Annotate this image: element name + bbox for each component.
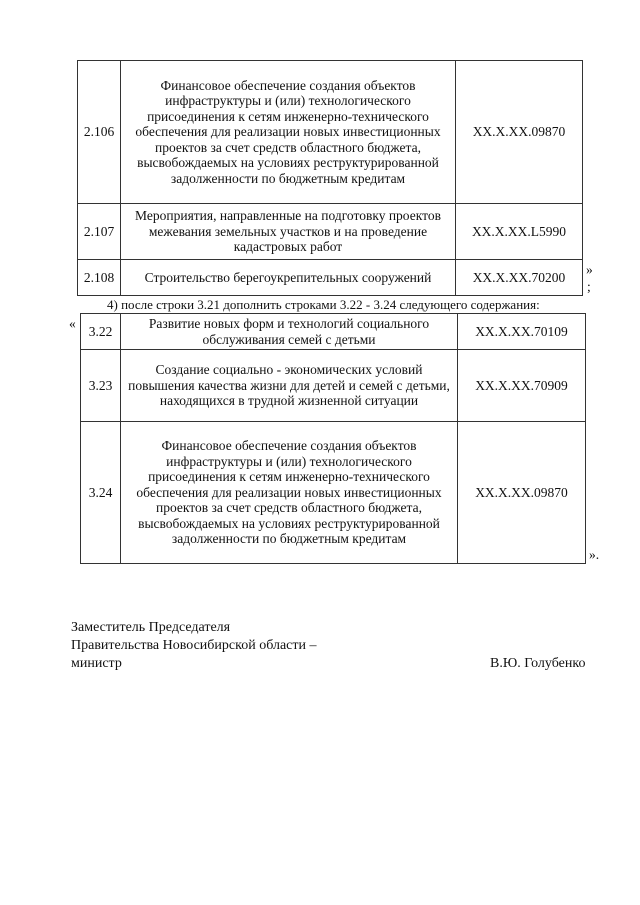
signature-title-line1: Заместитель Председателя — [71, 620, 231, 635]
signature-title-line3: министр — [71, 656, 122, 671]
row-code: XX.X.XX.09870 — [458, 422, 586, 564]
closing-quote-period: ». — [589, 547, 600, 562]
row-number: 2.106 — [78, 61, 121, 204]
row-description: Строительство берегоукрепительных сооружений — [121, 260, 456, 296]
signatory-name: В.Ю. Голубенко — [490, 656, 586, 671]
opening-quote: « — [69, 316, 76, 331]
row-code: XX.X.XX.70200 — [456, 260, 583, 296]
table-budget-codes-3 — [80, 313, 586, 564]
row-description: Создание социально - экономических условий повышения качества жизни для детей и семей с детьми, находящихся в трудной жизненной ситуации — [121, 350, 458, 422]
row-code: XX.X.XX.70109 — [458, 314, 586, 350]
row-description: Финансовое обеспечение создания объектов инфраструктуры и (или) технологического присоединения к сетям инженерно-технического обеспечения для реализации новых инвестиционных проектов за счет средств областного бюджета, высвобождаемых на условиях реструктурированной задолженности по бюджетным кредитам — [121, 61, 456, 204]
row-number: 3.22 — [81, 314, 121, 350]
row-description: Финансовое обеспечение создания объектов инфраструктуры и (или) технологического присоединения к сетям инженерно-технического обеспечения для реализации новых инвестиционных проектов за счет средств областного бюджета, высвобождаемых на условиях реструктурированной задолженности по бюджетным кредитам — [121, 422, 458, 564]
closing-quote: » — [586, 262, 593, 277]
row-number: 3.23 — [81, 350, 121, 422]
instruction-text: 4) после строки 3.21 дополнить строками 3.22 - 3.24 следующего содержания: — [107, 297, 540, 312]
row-description: Мероприятия, направленные на подготовку проектов межевания земельных участков и на проведение кадастровых работ — [121, 204, 456, 260]
table-budget-codes-2 — [77, 60, 583, 296]
row-number: 3.24 — [81, 422, 121, 564]
table-row — [78, 204, 583, 260]
table-row — [81, 422, 586, 564]
table-row — [81, 350, 586, 422]
semicolon: ; — [587, 279, 591, 294]
row-number: 2.107 — [78, 204, 121, 260]
row-description: Развитие новых форм и технологий социального обслуживания семей с детьми — [121, 314, 458, 350]
table-row — [78, 61, 583, 204]
row-code: XX.X.XX.L5990 — [456, 204, 583, 260]
row-code: XX.X.XX.09870 — [456, 61, 583, 204]
signature-title-line2: Правительства Новосибирской области – — [71, 638, 317, 653]
row-code: XX.X.XX.70909 — [458, 350, 586, 422]
table-row — [81, 314, 586, 350]
row-number: 2.108 — [78, 260, 121, 296]
table-row — [78, 260, 583, 296]
